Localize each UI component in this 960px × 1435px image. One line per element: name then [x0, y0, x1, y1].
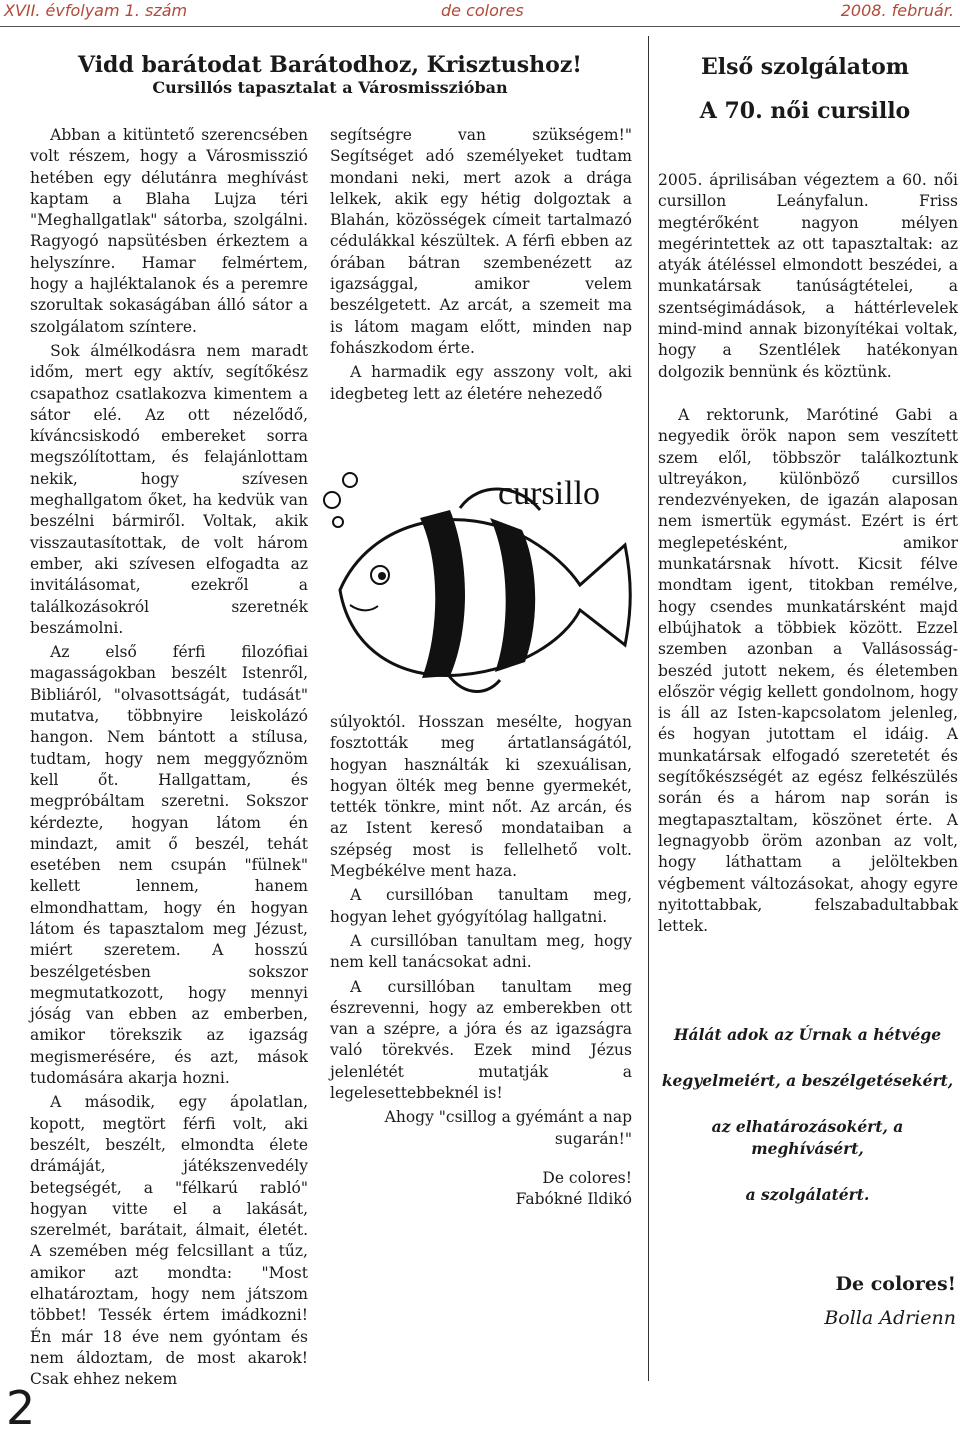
- article-title: Vidd barátodat Barátodhoz, Krisztushoz!: [78, 52, 582, 78]
- sidebar-column: [658, 170, 958, 940]
- thanks-line: az elhatározásokért, a meghívásért,: [711, 1117, 904, 1158]
- paragraph: Az első férfi filozófiai magasságokban beszélt Istenről, Bibliáról, "olvasottságát, tudását" mutatva, többnyire leiskolázó hangon. Nem bántott a stílusa, tudtam, hogy nem meggyőznöm kell őt. Hallgattam, és megpróbáltam szeretni. Sokszor kérdezte, hogyan látom én mindazt, amit ő beszél, tehát esetében nem csupán "fülnek" kellett lennem, hanem elmondhattam, hogy én hogyan látom és tapasztalom meg Jézust, miért szeretem. A hosszú beszélgetésben sokszor megmutatkozott, hogy mennyi jóság van ebben az emberben, amikor törekszik az igazság megismerésére, és azt, mások tudomására akarja hozni.: [30, 643, 308, 1088]
- volume-label: XVII. évfolyam 1. szám: [4, 1, 188, 20]
- thanks-block: [655, 1024, 960, 1230]
- paragraph: súlyoktól. Hosszan mesélte, hogyan fosztották meg ártatlanságától, hogyan használták ki szexuálisan, hogyan ölték meg benne gyermekét, tették tönkre, mint nőt. Az arcán, és az Istent kereső mondataiban a szépség most is fellelhető volt. Megbékélve ment haza.: [330, 713, 632, 881]
- thanks-line: kegyelmeiért, a beszélgetésekért,: [661, 1071, 954, 1090]
- sidebar-signature: [824, 1273, 956, 1329]
- paragraph: segítségre van szükségem!" Segítséget adó személyeket tudtam mondani neki, mert azok a drága lelkek, akik egy hétig dolgoztak a Blahán, közösségek címeit tartalmazó cédulákkal készültek. A férfi ebben az órában bátran szembenézett az igazsággal, amikor velem beszélgetett. Az arcát, a szemeit ma is látom magam előtt, minden nap fohászkodom érte.: [330, 126, 632, 357]
- paragraph: Abban a kitüntető szerencsében volt részem, hogy a Városmisszió hetében egy délutánra meghívást kaptam a Blaha Lujza téri "Meghallgatlak" sátorba, szolgálni. Ragyogó napsütésben érkeztem a helyszínre. Hamar felmértem, hogy a hajléktalanok és a peremre szorultak sokaságában álló sátor a szolgálatom színtere.: [30, 126, 308, 336]
- page-number: 2: [6, 1381, 36, 1435]
- sidebar-subtitle: A 70. női cursillo: [699, 98, 911, 124]
- column-divider: [648, 36, 649, 1381]
- article-column-2-bottom: [330, 712, 632, 1211]
- sidebar-title: Első szolgálatom: [700, 54, 910, 80]
- article-signature: [330, 1168, 632, 1211]
- paragraph: A rektorunk, Marótiné Gabi a negyedik örök napon sem veszített szem elől, többször találkoztunk ultreyákon, különböző cursillos rendezvényeken, de igazán alaposan nem ismertük egymást. Ezért is ért meglepetésként, amikor munkatársnak hívott. Kicsit félve mondtam igent, titokban remélve, hogy csendes munkatársként majd elbújhatok a többiek között. Ezzel szemben azonban a Vallásosság-beszéd jutott nekem, és életemben először végig kellett gondolnom, hogy is áll az Isten-kapcsolatom jelenleg, és hogyan jutottam el idáig. A munkatársak elfogadó szeretetét és segítőkészségét az egész felkészülés során és a három nap során is megtapasztaltam, köszönet érte. A legnagyobb öröm azonban az volt, hogy láthattam a jelöltekben végbement változásokat, ahogy egyre nyitottabbak, felszabadultabbak lettek.: [658, 405, 958, 936]
- thanks-line: Hálát adok az Úrnak a hétvége: [673, 1025, 942, 1044]
- paragraph: A cursillóban tanultam meg, hogyan lehet gyógyítólag hallgatni.: [330, 886, 632, 926]
- fish-icon: [340, 489, 630, 691]
- header-rule: [0, 26, 960, 27]
- paragraph: Sok álmélkodásra nem maradt időm, mert egy aktív, segítőkész csapathoz csatlakozva kimentem a sátor elé. Az ott nézelődő, kíváncsiskodó embereket sorra megszólítottam, és felajánlottam nekik, hogy szívesen meghallgatom őket, ha kedvük van beszélni bármiről. Voltak, akik visszautasítottak, de volt három ember, aki szívesen elfogadta az invitálásomat, ezekről a találkozásokról szeretnék beszámolni.: [30, 341, 308, 637]
- running-header: [0, 0, 960, 30]
- paragraph: A harmadik egy asszony volt, aki idegbeteg lett az életére nehezedő: [330, 363, 632, 403]
- publication-name: de colores: [441, 1, 524, 20]
- art-label: cursillo: [498, 475, 600, 512]
- fish-illustration: [310, 440, 640, 710]
- signature-name: Fabókné Ildikó: [515, 1190, 632, 1209]
- paragraph: A második, egy ápolatlan, kopott, megtört férfi volt, aki beszélt, beszélt, elmondta élete drámáját, játékszenvedély betegségét, a "félkarú rabló" hogyan vitte el a lakását, szerelmét, barátait, álmait, életét. A szemében még felcsillant a tűz, amikor azt mondta: "Most elhatároztam, hogy nem játszom többet! Tessék értem imádkozni! Én már 18 éve nem gyóntam és nem áldoztam, de most akarok! Csak ehhez nekem: [30, 1093, 308, 1389]
- article-subtitle: Cursillós tapasztalat a Városmisszióban: [152, 78, 508, 97]
- signature-greeting: De colores!: [835, 1273, 956, 1295]
- issue-date: 2008. február.: [840, 1, 954, 20]
- thanks-line: a szolgálatért.: [745, 1185, 870, 1204]
- bubbles-icon: [324, 473, 357, 527]
- article-column-2-top: [330, 125, 632, 408]
- paragraph: A cursillóban tanultam meg észrevenni, hogy az emberekben ott van a szépre, a jóra és az igazságra való törekvés. Ezek mind Jézus jelenlétét mutatják a legelesettebbeknél is!: [330, 977, 632, 1103]
- signature-greeting: De colores!: [542, 1168, 632, 1187]
- paragraph: Ahogy "csillog a gyémánt a nap sugarán!": [384, 1108, 632, 1148]
- signature-name: Bolla Adrienn: [824, 1307, 956, 1329]
- paragraph: A cursillóban tanultam meg, hogy nem kell tanácsokat adni.: [330, 931, 632, 972]
- paragraph: 2005. áprilisában végeztem a 60. női cursillon Leányfalun. Friss megtérőként nagyon mélyen megérintettek az ott tapasztaltak: az atyák átéléssel elmondott beszédei, a munkatársak tanúságtételei, a szentségimádások, a háttérlevelek mind-mind annak bizonyítékai voltak, hogy a Szentlélek hatékonyan dolgozik bennünk és köztünk.: [658, 171, 958, 381]
- article-column-1: [30, 125, 308, 1394]
